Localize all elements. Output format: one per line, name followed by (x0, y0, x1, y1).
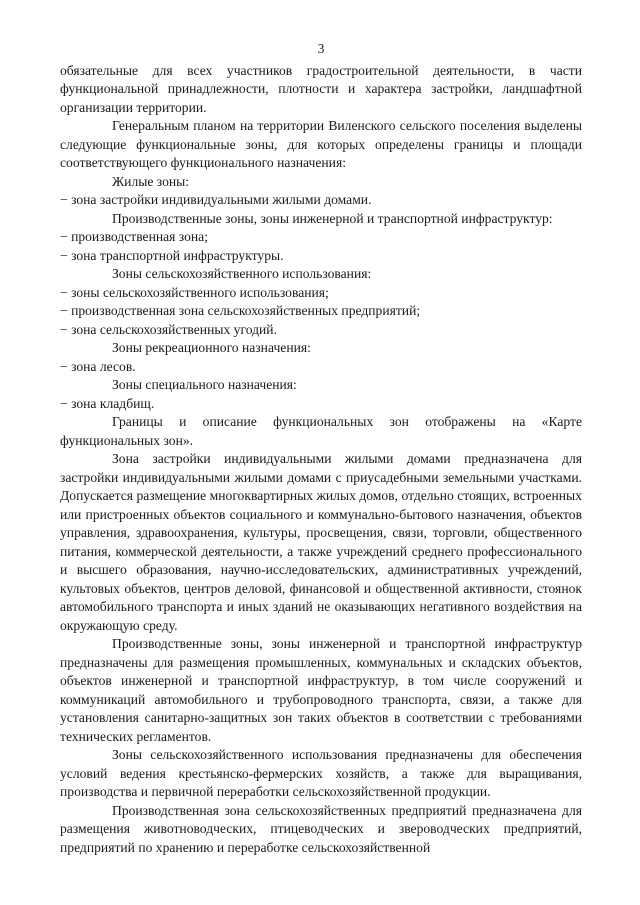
paragraph: Зоны сельскохозяйственного использования предназначены для обеспечения условий ведения крестьянско-фермерских хозяйств, а также для выращивания, производства и первичной переработки сельскохозяйственной продукции. (60, 747, 582, 799)
body-text (60, 62, 582, 858)
paragraph: Границы и описание функциональных зон отображены на «Карте функциональных зон». (60, 414, 582, 448)
paragraph: − производственная зона сельскохозяйственных предприятий; (60, 303, 421, 318)
paragraph: Зона застройки индивидуальными жилыми домами предназначена для застройки индивидуальными жилыми домами с приусадебными земельными участками. Допускается размещение многоквартирных жилых домов, отдельно стоящих, встроенных или пристроенных объектов социального и коммунально-бытового назначения, объектов управления, здравоохранения, культуры, просвещения, связи, торговли, общественного питания, коммерческой деятельности, а также учреждений среднего профессионального и высшего образования, научно-исследовательских, административных учреждений, культовых объектов, центров деловой, финансовой и общественной активности, стоянок автомобильного транспорта и иных зданий не оказывающих негативного воздействия на окружающую среду. (60, 451, 582, 633)
document-page (60, 40, 582, 857)
paragraph: Жилые зоны: (112, 173, 190, 189)
paragraph: Производственные зоны, зоны инженерной и транспортной инфраструктур: (112, 210, 553, 226)
paragraph: − зона транспортной инфраструктуры. (60, 247, 284, 263)
paragraph: − зона сельскохозяйственных угодий. (60, 321, 277, 337)
paragraph: Генеральным планом на территории Виленского сельского поселения выделены следующие функциональные зоны, для которых определены границы и площади соответствующего функционального назначения: (60, 118, 582, 170)
page-number: 3 (317, 41, 325, 56)
paragraph: − зоны сельскохозяйственного использования; (60, 284, 329, 300)
paragraph: обязательные для всех участников градостроительной деятельности, в части функциональной принадлежности, плотности и характера застройки, ландшафтной организации территории. (60, 62, 582, 115)
paragraph: Производственные зоны, зоны инженерной и транспортной инфраструктур предназначены для размещения промышленных, коммунальных и складских объектов, объектов инженерной и транспортной инфраструктур, в том числе сооружений и коммуникаций автомобильного и трубопроводного транспорта, связи, а также для установления санитарно-защитных зон таких объектов в соответствии с требованиями технических регламентов. (60, 636, 582, 744)
paragraph: − зона лесов. (60, 358, 136, 374)
paragraph: − зона застройки индивидуальными жилыми домами. (60, 192, 372, 207)
paragraph: Производственная зона сельскохозяйственных предприятий предназначена для размещения животноводческих, птицеводческих и звероводческих предприятий, предприятий по хранению и переработке сельскохозяйственной (60, 802, 582, 855)
paragraph: − производственная зона; (60, 229, 208, 244)
paragraph: − зона кладбищ. (60, 395, 155, 411)
paragraph: Зоны сельскохозяйственного использования: (112, 266, 372, 281)
paragraph: Зоны рекреационного назначения: (112, 340, 311, 355)
paragraph: Зоны специального назначения: (112, 377, 297, 392)
